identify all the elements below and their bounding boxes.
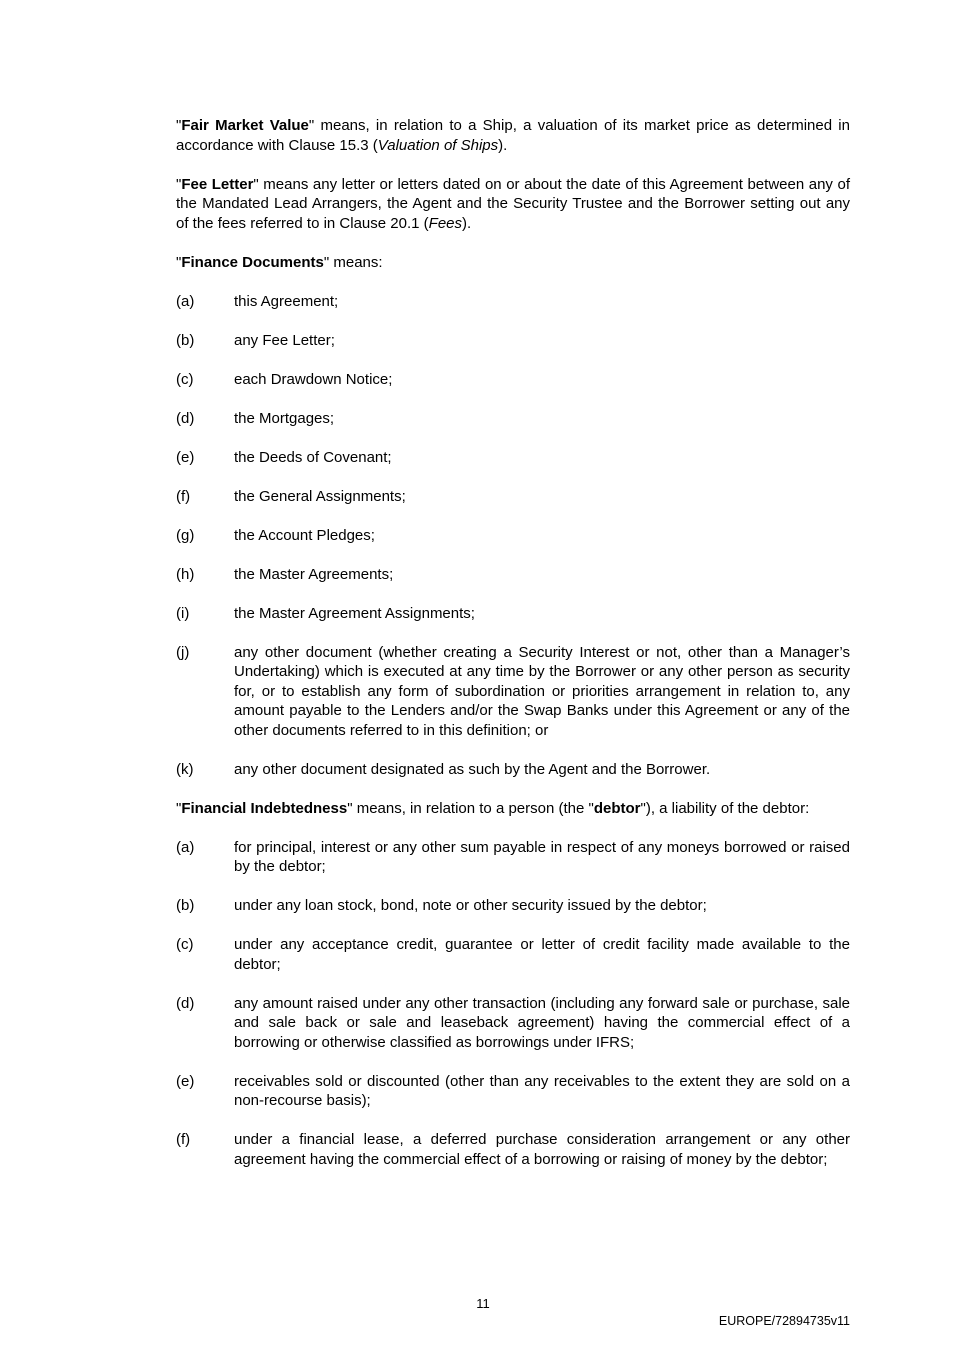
list-item: (h) the Master Agreements;: [176, 565, 394, 583]
definition-fee-letter: "Fee Letter" means any letter or letters dated on or about the date of this Agreement between any of the Mandated Lead Arrangers, the Agent and the Security Trustee and the Borrower setting out any of the fees referred to in Clause 20.1 (Fees).: [176, 175, 850, 232]
list-item: (i) the Master Agreement Assignments;: [176, 604, 475, 622]
definition-finance-documents: "Finance Documents" means:: [176, 253, 383, 271]
finance-documents-list: [176, 292, 850, 780]
list-item: (d) the Mortgages;: [176, 409, 335, 427]
list-item: (g) the Account Pledges;: [176, 526, 375, 544]
definition-financial-indebtedness: "Financial Indebtedness" means, in relation to a person (the "debtor"), a liability of the debtor:: [176, 799, 810, 817]
definition-fair-market-value: "Fair Market Value" means, in relation to a Ship, a valuation of its market price as determined in accordance with Clause 15.3 (Valuation of Ships).: [176, 117, 850, 154]
list-item: (e) the Deeds of Covenant;: [176, 448, 392, 466]
document-reference: EUROPE/72894735v11: [718, 1314, 850, 1328]
list-item: (c) each Drawdown Notice;: [176, 370, 393, 388]
list-item: (c) under any acceptance credit, guarantee or letter of credit facility made available to the debtor;: [176, 936, 850, 973]
defined-term: Finance Documents: [181, 253, 324, 271]
defined-term: Fair Market Value: [181, 117, 309, 134]
document-body: [176, 116, 850, 1189]
list-item: (f) under a financial lease, a deferred purchase consideration arrangement or any other agreement having the commercial effect of a borrowing or raising of money by the debtor;: [176, 1131, 850, 1168]
list-item: (b) any Fee Letter;: [176, 331, 335, 349]
list-item: (e) receivables sold or discounted (other than any receivables to the extent they are sold on a non-recourse basis);: [176, 1072, 850, 1109]
list-item: (j) any other document (whether creating a Security Interest or not, other than a Manager’s Undertaking) which is executed at any time by the Borrower or any other person as security for, or to establish any form of subordination or priorities arrangement in relation to, any amount payable to the Lenders and/or the Swap Banks under this Agreement or any of the other documents referred to in this definition; or: [176, 643, 850, 739]
clause-reference: Valuation of Ships: [377, 136, 499, 154]
list-item: (a) for principal, interest or any other sum payable in respect of any moneys borrowed or raised by the debtor;: [176, 838, 850, 875]
list-item: (a) this Agreement;: [176, 292, 339, 310]
financial-indebtedness-list: [176, 838, 850, 1170]
list-item: (b) under any loan stock, bond, note or other security issued by the debtor;: [176, 897, 707, 914]
defined-term: Financial Indebtedness: [181, 799, 348, 817]
clause-reference: Fees: [428, 214, 463, 232]
list-item: (k) any other document designated as such by the Agent and the Borrower.: [176, 760, 711, 778]
defined-term: Fee Letter: [181, 175, 254, 193]
list-item: (d) any amount raised under any other transaction (including any forward sale or purchase, sale and sale back or sale and leaseback agreement) having the commercial effect of a borrowing or otherwise classified as borrowings under IFRS;: [176, 994, 850, 1051]
list-item: (f) the General Assignments;: [176, 487, 406, 505]
page-number: 11: [476, 1296, 490, 1311]
defined-term-debtor: debtor: [593, 799, 641, 817]
